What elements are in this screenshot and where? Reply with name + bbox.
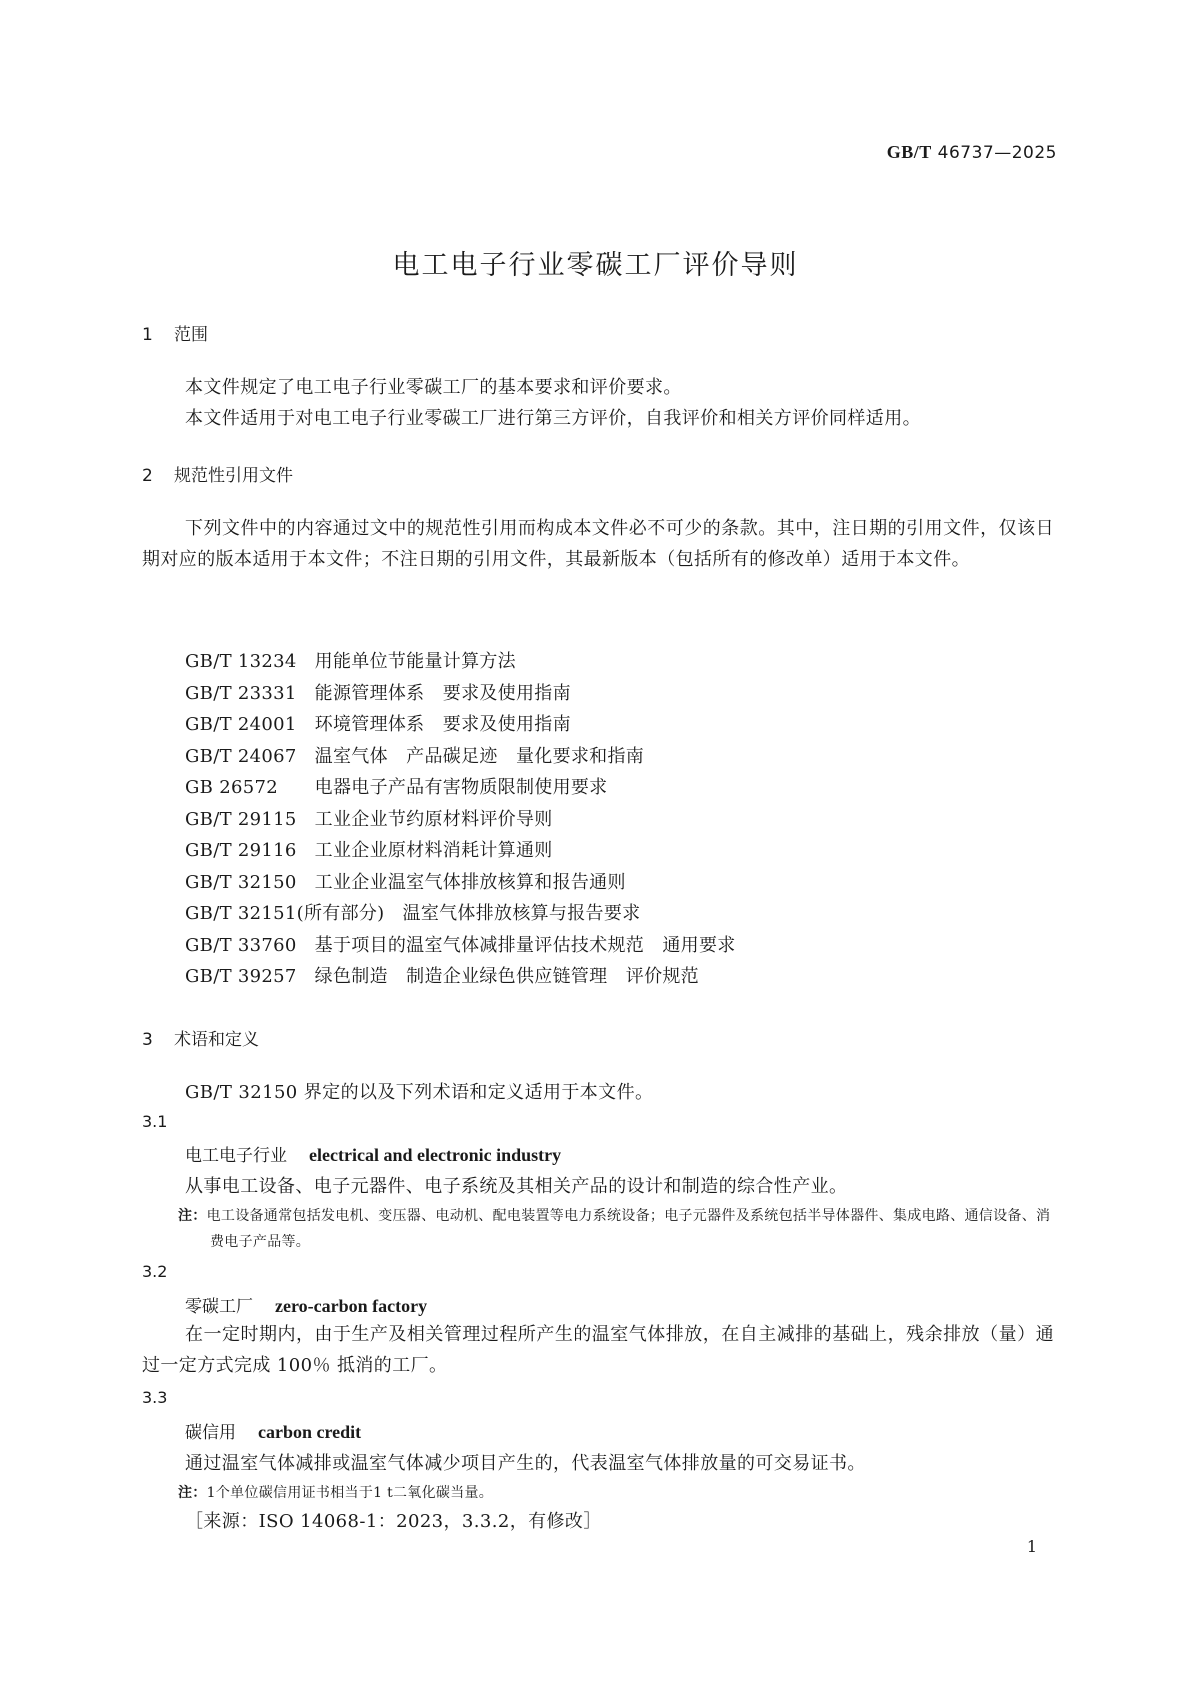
- reference-title: 基于项目的温室气体减排量评估技术规范 通用要求: [314, 934, 736, 956]
- reference-code: GB/T 29115: [185, 808, 297, 830]
- reference-title: 能源管理体系 要求及使用指南: [314, 682, 571, 704]
- standard-code-prefix: GB/T: [886, 142, 932, 162]
- reference-title: 工业企业原材料消耗计算通则: [314, 840, 553, 861]
- note-text: 电工设备通常包括发电机、变压器、电动机、配电装置等电力系统设备；电子元器件及系统包括半导体器件、集成电路、通信设备、消费电子产品等。: [206, 1208, 1051, 1250]
- reference-list: [185, 646, 736, 993]
- paragraph: 本文件适用于对电工电子行业零碳工厂进行第三方评价，自我评价和相关方评价同样适用。: [185, 408, 921, 429]
- section-title: 范围: [174, 325, 208, 345]
- reference-code: GB/T 13234: [185, 651, 297, 672]
- reference-item: [185, 867, 736, 899]
- reference-item: [185, 772, 736, 804]
- reference-title: 电器电子产品有害物质限制使用要求: [314, 777, 608, 798]
- reference-code: GB/T 24067: [185, 745, 297, 767]
- reference-code: GB/T 29116: [185, 840, 297, 861]
- section-3-intro: GB/T 32150 界定的以及下列术语和定义适用于本文件。: [185, 1082, 654, 1103]
- note-text: 1个单位碳信用证书相当于1 t二氧化碳当量。: [206, 1485, 494, 1501]
- reference-code: GB/T 32150: [185, 871, 297, 893]
- term-name: [185, 1141, 561, 1166]
- term-source: ［来源：ISO 14068-1：2023，3.3.2，有修改］: [185, 1511, 602, 1532]
- reference-item: [185, 741, 736, 773]
- reference-item: [185, 961, 736, 993]
- term-name-zh: 碳信用: [185, 1423, 236, 1443]
- reference-title: 工业企业节约原材料评价导则: [314, 808, 553, 830]
- section-number: 1: [142, 325, 153, 345]
- reference-item: [185, 804, 736, 836]
- reference-code: GB 26572: [185, 777, 278, 798]
- term-name-en: zero-carbon factory: [275, 1296, 428, 1316]
- note-label: 注：: [178, 1485, 207, 1501]
- term-definition: 从事电工设备、电子元器件、电子系统及其相关产品的设计和制造的综合性产业。: [185, 1176, 848, 1197]
- section-2-heading: [142, 461, 293, 486]
- note-label: 注：: [178, 1208, 207, 1224]
- reference-title: 环境管理体系 要求及使用指南: [314, 714, 571, 735]
- section-title: 术语和定义: [174, 1030, 259, 1050]
- term-name: [185, 1292, 427, 1317]
- term-definition: 通过温室气体减排或温室气体减少项目产生的，代表温室气体排放量的可交易证书。: [185, 1453, 866, 1474]
- section-number: 2: [142, 466, 153, 486]
- term-name-zh: 电工电子行业: [185, 1146, 287, 1166]
- reference-item: [185, 930, 736, 962]
- term-definition: 在一定时期内，由于生产及相关管理过程所产生的温室气体排放，在自主减排的基础上，残余排放（量）通过一定方式完成 100％ 抵消的工厂。: [142, 1324, 1054, 1376]
- section-3-heading: [142, 1025, 259, 1050]
- section-number: 3: [142, 1030, 153, 1050]
- reference-item: [185, 835, 736, 867]
- reference-item: [185, 709, 736, 741]
- term-number: 3.3: [142, 1388, 168, 1407]
- term-number: 3.2: [142, 1262, 168, 1281]
- reference-code: GB/T 32151(所有部分): [185, 903, 385, 924]
- paragraph: 本文件规定了电工电子行业零碳工厂的基本要求和评价要求。: [185, 377, 682, 398]
- term-name: [185, 1418, 361, 1443]
- standard-code: [887, 142, 1057, 163]
- reference-code: GB/T 33760: [185, 934, 297, 956]
- reference-title: 工业企业温室气体排放核算和报告通则: [314, 871, 626, 893]
- reference-item: [185, 678, 736, 710]
- term-name-en: carbon credit: [258, 1422, 362, 1442]
- term-name-zh: 零碳工厂: [185, 1297, 253, 1317]
- term-name-en: electrical and electronic industry: [309, 1145, 562, 1165]
- reference-item: [185, 898, 736, 930]
- term-note: [178, 1203, 1058, 1255]
- section-1-heading: [142, 320, 208, 345]
- reference-code: GB/T 23331: [185, 682, 297, 704]
- term-number: 3.1: [142, 1112, 168, 1131]
- standard-code-number: 46737—2025: [937, 143, 1057, 163]
- page-number: 1: [1026, 1537, 1037, 1556]
- term-note: [178, 1480, 1058, 1506]
- reference-title: 用能单位节能量计算方法: [314, 651, 516, 672]
- section-title: 规范性引用文件: [174, 466, 293, 486]
- reference-code: GB/T 39257: [185, 966, 297, 987]
- document-title: 电工电子行业零碳工厂评价导则: [392, 250, 799, 281]
- reference-title: 温室气体排放核算与报告要求: [402, 903, 641, 924]
- reference-title: 温室气体 产品碳足迹 量化要求和指南: [314, 745, 645, 767]
- reference-code: GB/T 24001: [185, 714, 297, 735]
- section-2-intro: 下列文件中的内容通过文中的规范性引用而构成本文件必不可少的条款。其中，注日期的引用文件，仅该日期对应的版本适用于本文件；不注日期的引用文件，其最新版本（包括所有的修改单）适用于本文件。: [142, 518, 1054, 570]
- reference-item: [185, 646, 736, 678]
- reference-title: 绿色制造 制造企业绿色供应链管理 评价规范: [314, 966, 699, 987]
